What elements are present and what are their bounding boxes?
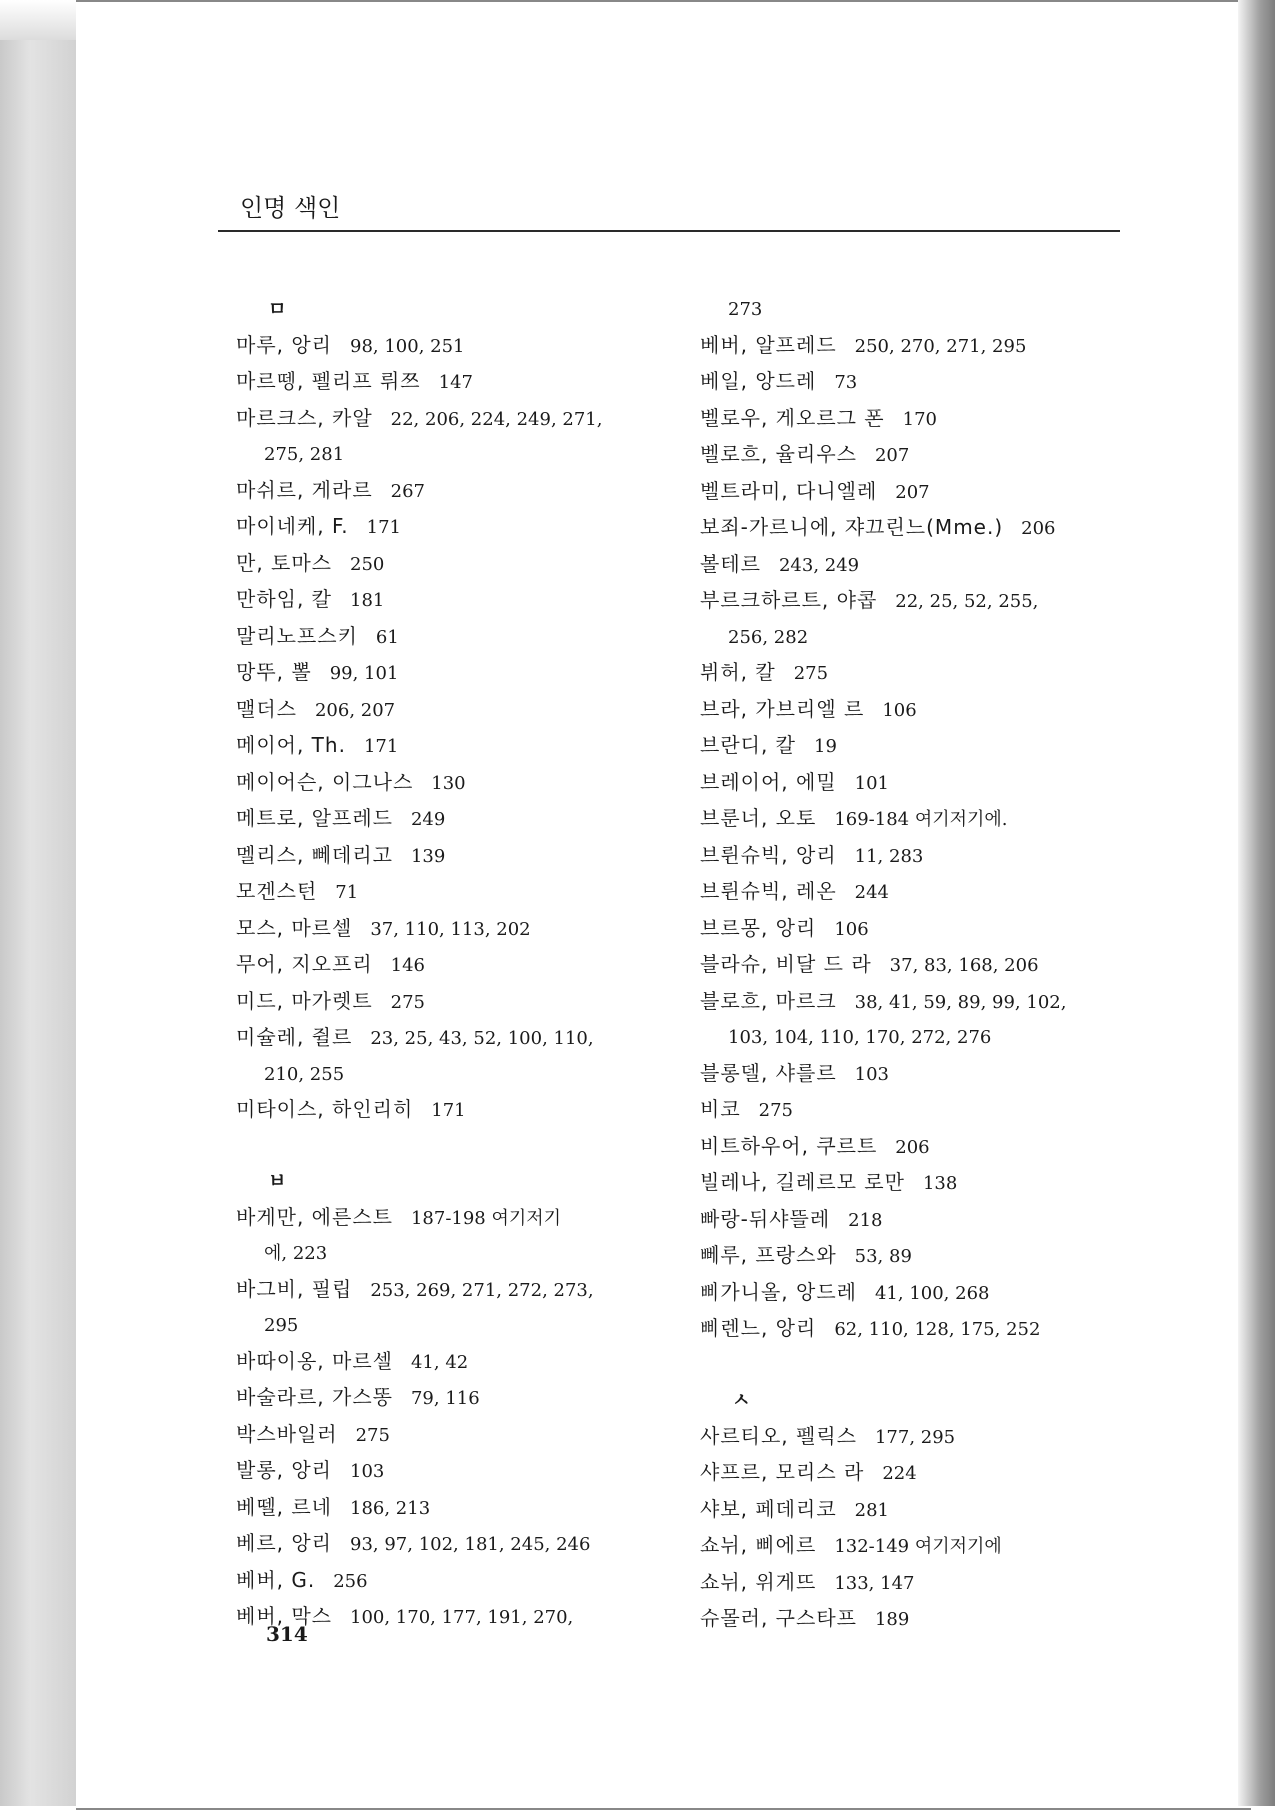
index-entry-pages: 281	[854, 1499, 889, 1521]
index-entry	[236, 1344, 686, 1381]
index-entry-pages: 22, 206, 224, 249, 271,	[390, 408, 603, 430]
index-entry	[700, 1092, 1150, 1129]
index-entry-pages: 250, 270, 271, 295	[854, 335, 1027, 357]
index-entry-pages: 249	[410, 809, 446, 830]
index-entry	[700, 328, 1150, 365]
index-entry-pages: 23, 25, 43, 52, 100, 110,	[370, 1028, 594, 1049]
index-entry-name: 바술라르, 가스똥	[236, 1385, 393, 1409]
index-entry-name: 브륀슈빅, 레온	[700, 879, 837, 903]
index-entry-pages: 206, 207	[314, 699, 396, 721]
index-entry	[700, 1275, 1150, 1312]
index-entry	[236, 1453, 686, 1490]
index-entry-name: 베버, 알프레드	[700, 332, 837, 357]
index-entry-pages: 98, 100, 251	[350, 335, 465, 357]
index-entry	[700, 474, 1150, 511]
index-entry-name: 블라슈, 비달 드 라	[700, 952, 872, 976]
index-entry-name: 샤프르, 모리스 라	[700, 1460, 865, 1484]
index-entry-pages: 132-149 여기저기에	[834, 1536, 1002, 1557]
index-entry	[700, 1565, 1150, 1602]
index-entry-name: 메이어슨, 이그나스	[236, 769, 414, 794]
index-entry-name: 바그비, 필립	[236, 1276, 353, 1301]
index-entry	[700, 1419, 1150, 1456]
index-entry	[700, 911, 1150, 948]
index-entry-name: 뷔허, 칼	[700, 660, 776, 684]
index-entry-pages: 243, 249	[778, 554, 860, 576]
index-entry-continuation: 에, 223	[264, 1243, 328, 1264]
index-entry	[236, 546, 686, 583]
index-entry-pages: 79, 116	[410, 1388, 480, 1409]
index-entry-pages: 61	[375, 626, 399, 648]
page-number: 314	[266, 1622, 308, 1646]
index-entry-name: 빌레나, 길레르모 로만	[700, 1170, 905, 1194]
index-entry-pages: 275	[390, 991, 425, 1013]
index-entry	[700, 947, 1150, 984]
index-entry-name: 보죄-가르니에, 쟈끄린느(Mme.)	[700, 515, 1004, 539]
index-entry-name: 비트하우어, 쿠르트	[700, 1133, 878, 1158]
index-entry-name: 베뗄, 르네	[236, 1494, 332, 1519]
index-entry-pages: 99, 101	[329, 663, 399, 684]
index-entry-name: 바따이옹, 마르셀	[236, 1348, 393, 1373]
index-entry-name: 뻬루, 프랑스와	[700, 1243, 837, 1267]
index-entry-pages: 11, 283	[854, 845, 924, 867]
book-spine	[0, 0, 78, 1806]
index-entry	[236, 401, 686, 438]
index-entry	[236, 838, 686, 875]
index-entry	[700, 1601, 1150, 1638]
index-entry-continuation: 273	[728, 299, 763, 320]
index-entry-name: 미드, 마가렛트	[236, 988, 373, 1013]
section-heading: ㅁ	[268, 298, 287, 320]
index-entry	[700, 583, 1150, 620]
index-entry-pages: 171	[431, 1100, 466, 1121]
index-entry-pages: 253, 269, 271, 272, 273,	[370, 1279, 594, 1301]
index-entry-name: 미슐레, 쥘르	[236, 1025, 353, 1049]
index-entry-pages: 103	[854, 1063, 889, 1085]
index-entry-pages: 106	[882, 699, 917, 721]
index-entry-name: 베버, 막스	[236, 1604, 332, 1628]
index-entry-name: 메이어, Th.	[236, 733, 346, 757]
index-entry	[700, 728, 1150, 765]
index-entry-pages: 146	[390, 955, 425, 976]
index-entry-pages: 41, 100, 268	[874, 1282, 990, 1304]
running-head: 인명 색인	[240, 194, 341, 222]
index-entry-pages: 177, 295	[874, 1426, 956, 1448]
index-entry	[236, 984, 686, 1021]
index-entry-name: 블로흐, 마르크	[700, 988, 837, 1013]
index-entry-pages: 53, 89	[854, 1246, 912, 1267]
index-entry	[236, 509, 686, 546]
section-gap	[236, 1129, 686, 1165]
index-entry	[700, 765, 1150, 802]
index-entry-pages: 187-198 여기저기	[410, 1207, 562, 1229]
index-entry	[700, 984, 1150, 1021]
index-entry-name: 베버, G.	[236, 1567, 316, 1592]
index-entry	[700, 874, 1150, 911]
index-entry-pages: 275	[355, 1424, 390, 1446]
index-entry-name: 베르, 앙리	[236, 1531, 332, 1555]
index-entry	[700, 1202, 1150, 1239]
header-rule	[218, 230, 1120, 232]
index-entry	[236, 619, 686, 656]
index-entry	[236, 582, 686, 619]
index-entry	[236, 1092, 686, 1129]
index-entry	[700, 1492, 1150, 1529]
index-entry	[700, 1528, 1150, 1565]
index-entry	[236, 655, 686, 692]
index-entry-continuation: 103, 104, 110, 170, 272, 276	[728, 1027, 992, 1048]
index-entry-name: 멜리스, 뻬데리고	[236, 842, 393, 867]
index-entry-pages: 186, 213	[350, 1497, 431, 1519]
index-entry-name: 미타이스, 하인리히	[236, 1097, 414, 1121]
index-entry	[236, 728, 686, 765]
index-entry-pages: 189	[874, 1609, 910, 1630]
index-entry-pages: 19	[814, 736, 837, 757]
index-entry-name: 쇼뉘, 삐에르	[700, 1533, 817, 1557]
index-entry-name: 브륀슈빅, 앙리	[700, 842, 837, 867]
index-entry-pages: 62, 110, 128, 175, 252	[834, 1319, 1041, 1340]
index-entry-name: 베일, 앙드레	[700, 369, 817, 393]
index-entry-name: 망뚜, 뽈	[236, 660, 312, 684]
index-entry	[236, 765, 686, 802]
spine-bevel	[0, 0, 76, 40]
index-entry-pages: 41, 42	[410, 1351, 469, 1373]
index-entry-name: 만하임, 칼	[236, 587, 332, 611]
index-entry-name: 삐렌느, 앙리	[700, 1316, 817, 1340]
index-entry-name: 벨트라미, 다니엘레	[700, 478, 878, 503]
index-entry-name: 메트로, 알프레드	[236, 806, 393, 830]
index-entry-name: 마르크스, 카알	[236, 405, 373, 430]
index-entry-pages: 206	[895, 1136, 930, 1158]
page-edge-shadow	[1238, 0, 1275, 1806]
index-entry-continuation: 295	[264, 1315, 299, 1336]
index-entry-name: 브룬너, 오토	[700, 806, 817, 830]
index-entry	[236, 692, 686, 729]
index-column-left	[236, 292, 686, 1636]
index-entry	[236, 1563, 686, 1600]
index-entry-pages: 169-184 여기저기에.	[834, 809, 1008, 830]
index-entry-continuation: 210, 255	[264, 1063, 345, 1085]
index-column-right	[700, 292, 1150, 1638]
index-entry-pages: 106	[834, 918, 869, 940]
index-entry	[700, 401, 1150, 438]
index-entry-name: 슈몰러, 구스타프	[700, 1606, 857, 1630]
index-entry	[700, 838, 1150, 875]
index-entry	[700, 801, 1150, 838]
index-entry-name: 마루, 앙리	[236, 332, 332, 357]
index-entry	[700, 364, 1150, 401]
index-entry-name: 말리노프스키	[236, 623, 358, 648]
index-entry-name: 볼테르	[700, 551, 761, 576]
index-entry-name: 모겐스턴	[236, 879, 318, 903]
index-entry-name: 비코	[700, 1097, 741, 1121]
index-entry-pages: 22, 25, 52, 255,	[895, 591, 1039, 612]
index-entry	[700, 510, 1150, 547]
index-entry	[700, 547, 1150, 584]
index-entry-pages: 207	[895, 481, 930, 503]
index-entry-pages: 244	[854, 882, 889, 903]
index-entry-pages: 38, 41, 59, 89, 99, 102,	[854, 991, 1067, 1013]
index-entry-pages: 207	[874, 445, 910, 466]
index-entry-pages: 101	[854, 772, 889, 794]
index-entry-name: 브란디, 칼	[700, 733, 796, 757]
index-entry-pages: 138	[922, 1173, 958, 1194]
index-entry	[236, 1490, 686, 1527]
index-entry-name: 벨로흐, 율리우스	[700, 442, 857, 466]
index-entry	[700, 1311, 1150, 1348]
index-entry-name: 마르뗑, 펠리프 뤼쯔	[236, 369, 421, 393]
index-entry-name: 브르몽, 앙리	[700, 915, 817, 940]
index-entry-continuation: 256, 282	[728, 626, 809, 648]
index-entry-pages: 37, 83, 168, 206	[889, 955, 1039, 976]
index-entry	[236, 1526, 686, 1563]
index-entry-pages: 275	[758, 1100, 793, 1121]
index-entry-pages: 218	[848, 1209, 883, 1231]
index-entry-pages: 250	[350, 553, 385, 575]
section-gap	[700, 1348, 1150, 1384]
index-entry-pages: 139	[410, 845, 446, 867]
index-entry	[700, 1455, 1150, 1492]
index-entry-pages: 73	[834, 372, 858, 393]
index-entry-name: 샤보, 페데리코	[700, 1496, 837, 1521]
index-entry	[236, 947, 686, 984]
index-entry-pages: 171	[366, 517, 402, 538]
index-entry-name: 만, 토마스	[236, 550, 332, 575]
index-entry-name: 모스, 마르셀	[236, 915, 353, 940]
index-entry	[236, 1272, 686, 1309]
section-heading: ㅅ	[732, 1389, 751, 1411]
index-entry-pages: 93, 97, 102, 181, 245, 246	[350, 1534, 591, 1555]
index-entry-pages: 181	[350, 590, 385, 611]
index-entry	[700, 655, 1150, 692]
index-entry-name: 벨로우, 게오르그 폰	[700, 405, 885, 430]
section-heading: ㅂ	[268, 1170, 287, 1192]
index-entry-pages: 267	[390, 480, 425, 502]
index-entry	[700, 1129, 1150, 1166]
index-entry-pages: 275	[793, 663, 829, 684]
index-entry-name: 블롱델, 샤를르	[700, 1060, 837, 1085]
index-entry-pages: 170	[902, 408, 937, 430]
index-entry-name: 사르티오, 펠릭스	[700, 1423, 857, 1448]
index-entry-pages: 103	[350, 1461, 385, 1482]
index-entry	[236, 328, 686, 365]
index-entry-pages: 133, 147	[834, 1572, 915, 1594]
index-entry	[700, 692, 1150, 729]
index-entry-name: 바게만, 에른스트	[236, 1204, 393, 1229]
index-entry	[236, 801, 686, 838]
index-entry-name: 부르크하르트, 야콥	[700, 588, 878, 612]
index-entry	[236, 1200, 686, 1237]
index-entry-name: 박스바일러	[236, 1421, 338, 1446]
index-entry	[236, 364, 686, 401]
index-entry-pages: 71	[335, 882, 359, 903]
index-entry-pages: 256	[333, 1570, 368, 1592]
index-entry-pages: 100, 170, 177, 191, 270,	[350, 1607, 574, 1628]
index-entry	[236, 1380, 686, 1417]
index-entry	[236, 1417, 686, 1454]
index-entry-continuation: 275, 281	[264, 444, 345, 465]
index-entry-pages: 130	[431, 772, 466, 794]
index-entry-pages: 147	[438, 372, 473, 393]
index-entry-pages: 224	[882, 1463, 917, 1484]
index-entry-name: 무어, 지오프리	[236, 952, 373, 976]
index-entry	[236, 911, 686, 948]
index-entry-pages: 171	[363, 736, 399, 757]
index-entry-name: 브레이어, 에밀	[700, 769, 837, 794]
index-entry-name: 마이네케, F.	[236, 514, 349, 538]
index-entry	[700, 437, 1150, 474]
index-entry-name: 맬더스	[236, 696, 297, 721]
index-entry	[700, 1238, 1150, 1275]
index-entry	[700, 1056, 1150, 1093]
index-entry	[236, 874, 686, 911]
index-entry	[236, 1020, 686, 1057]
index-entry-name: 마쉬르, 게라르	[236, 477, 373, 502]
index-entry	[236, 473, 686, 510]
index-entry-name: 빠랑-뒤샤뜰레	[700, 1206, 831, 1231]
index-entry-pages: 206	[1021, 518, 1056, 539]
index-entry-name: 삐가니올, 앙드레	[700, 1279, 857, 1304]
index-entry-name: 쇼뉘, 위게뜨	[700, 1569, 817, 1594]
index-entry-pages: 37, 110, 113, 202	[370, 918, 531, 940]
index-entry	[700, 1165, 1150, 1202]
index-entry-name: 브라, 가브리엘 르	[700, 696, 865, 721]
index-entry-name: 발롱, 앙리	[236, 1458, 332, 1482]
